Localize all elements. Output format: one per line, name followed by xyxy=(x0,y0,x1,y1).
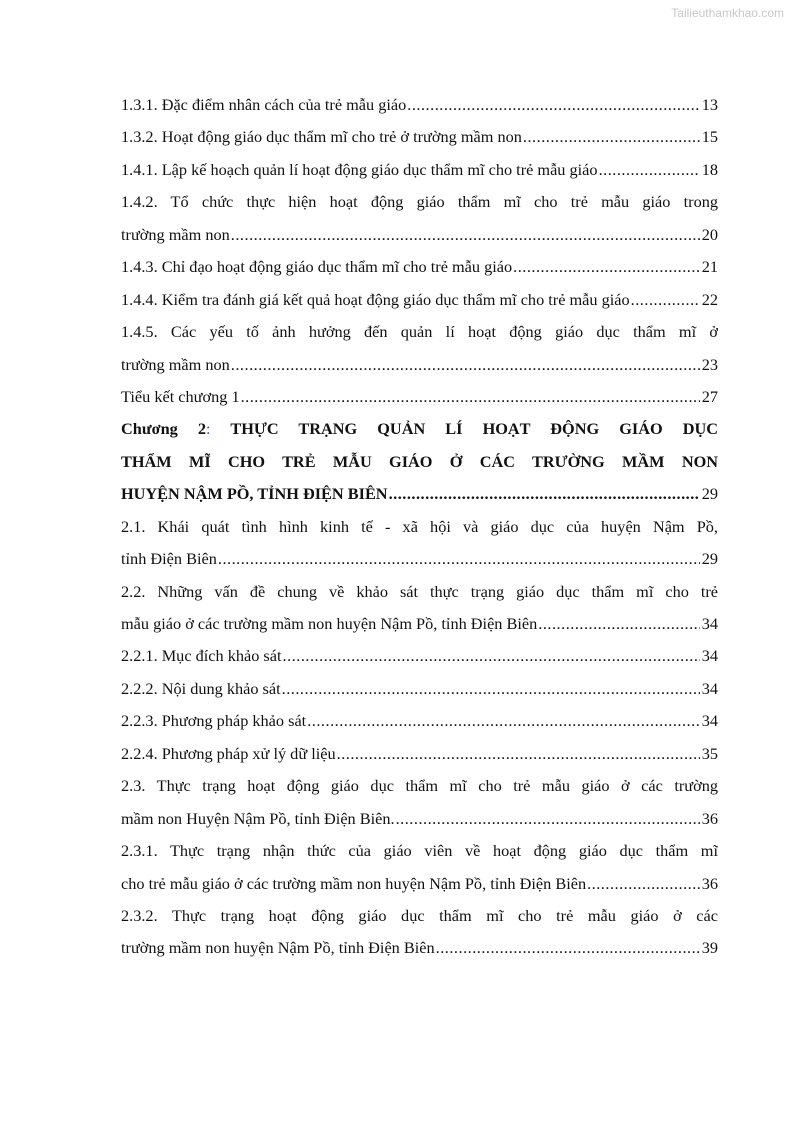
toc-entry[interactable] xyxy=(121,640,718,672)
page-number: 20 xyxy=(701,224,718,244)
page-number: 39 xyxy=(701,938,718,958)
toc-entry-text: 2.2.3. Phương pháp khảo sát xyxy=(121,711,307,731)
toc-entry-title xyxy=(121,89,406,121)
toc-entry-line xyxy=(121,738,718,770)
page-number: 13 xyxy=(701,95,718,114)
toc-entry-line xyxy=(121,381,718,413)
toc-entry-title xyxy=(121,608,537,640)
toc-entry-line xyxy=(121,803,718,835)
toc-entry-text: 1.4.3. Chỉ đạo hoạt động giáo dục thẩm mĩ cho trẻ mẫu giáo xyxy=(121,257,513,277)
dot-leader xyxy=(337,738,700,770)
toc-entry-line xyxy=(121,673,718,705)
toc-entry-title xyxy=(121,705,306,737)
toc-entry-line xyxy=(121,478,718,510)
toc-entry-text: 1.3.1. Đặc điểm nhân cách của trẻ mẫu giáo xyxy=(121,95,407,114)
dot-leader xyxy=(599,154,700,186)
toc-entry-line xyxy=(121,154,718,186)
toc-entry-line xyxy=(121,543,718,575)
toc-entry-line xyxy=(121,511,718,543)
chapter-label: Chương 2 xyxy=(121,419,207,439)
toc-entry-line xyxy=(121,121,718,153)
dot-leader xyxy=(241,381,700,413)
toc-entry-text: HUYỆN NẬM PỒ, TỈNH ĐIỆN BIÊN xyxy=(121,484,388,504)
toc-entry[interactable] xyxy=(121,284,718,316)
toc-chapter-entry[interactable] xyxy=(121,413,718,510)
toc-entry[interactable] xyxy=(121,770,718,835)
toc-entry-text: 2.3. Thực trạng hoạt động giáo dục thẩm mĩ cho trẻ mẫu giáo ở các trường xyxy=(121,776,718,796)
toc-entry[interactable] xyxy=(121,673,718,705)
toc-entry-text: trường mầm non xyxy=(121,354,230,374)
dot-leader xyxy=(538,608,699,640)
toc-entry-text: 1.4.2. Tổ chức thực hiện hoạt động giáo thẩm mĩ cho trẻ mẫu giáo trong xyxy=(121,192,718,212)
toc-entry-text: trường mầm non huyện Nậm Pồ, tỉnh Điện Biên xyxy=(121,938,435,958)
toc-entry-line xyxy=(121,640,718,672)
toc-entry-text: mầm non Huyện Nậm Pồ, tỉnh Điện Biên. xyxy=(121,808,395,828)
toc-entry-title xyxy=(121,284,630,316)
dot-leader xyxy=(218,543,700,575)
toc-entry-title xyxy=(121,349,230,381)
toc-entry-line xyxy=(121,186,718,218)
toc-entry[interactable] xyxy=(121,251,718,283)
toc-entry-text: 2.3.1. Thực trạng nhận thức của giáo viên về hoạt động giáo dục thẩm mĩ xyxy=(121,841,718,861)
toc-entry-text: mẫu giáo ở các trường mầm non huyện Nậm Pồ, tỉnh Điện Biên xyxy=(121,614,538,633)
toc-entry-text: 2.2.4. Phương pháp xử lý dữ liệu xyxy=(121,743,336,763)
toc-entry-line xyxy=(121,316,718,348)
dot-leader xyxy=(389,478,700,510)
page-number: 22 xyxy=(701,289,718,309)
toc-entry[interactable] xyxy=(121,316,718,381)
toc-entry[interactable] xyxy=(121,381,718,413)
toc-entry-text: 2.2.2. Nội dung khảo sát xyxy=(121,678,281,698)
toc-entry[interactable] xyxy=(121,186,718,251)
page-number: 36 xyxy=(701,808,718,828)
toc-entry-text: 2.1. Khái quát tình hình kinh tế - xã hội và giáo dục của huyện Nậm Pồ, xyxy=(121,516,718,536)
table-of-contents xyxy=(121,89,718,965)
toc-entry-line xyxy=(121,868,718,900)
toc-entry[interactable] xyxy=(121,576,718,641)
page-number: 18 xyxy=(701,159,718,179)
toc-entry-title xyxy=(121,543,217,575)
chapter-colon: : xyxy=(206,419,211,439)
toc-entry-text: 2.2.1. Mục đích khảo sát xyxy=(121,646,282,666)
dot-leader xyxy=(513,251,700,283)
toc-entry-line xyxy=(121,835,718,867)
toc-entry-line xyxy=(121,251,718,283)
dot-leader xyxy=(396,803,700,835)
dot-leader xyxy=(307,705,700,737)
page-number: 36 xyxy=(701,873,718,893)
page-number: 34 xyxy=(701,711,718,731)
dot-leader xyxy=(631,284,700,316)
dot-leader xyxy=(231,349,700,381)
page-number: 35 xyxy=(701,743,718,763)
toc-entry-line xyxy=(121,89,718,121)
toc-entry-line xyxy=(121,900,718,932)
toc-entry[interactable] xyxy=(121,835,718,900)
toc-entry-text: cho trẻ mẫu giáo ở các trường mầm non huyện Nậm Pồ, tỉnh Điện Biên xyxy=(121,873,587,893)
toc-entry-line xyxy=(121,413,718,445)
toc-entry[interactable] xyxy=(121,154,718,186)
page-number: 34 xyxy=(701,678,718,698)
toc-entry[interactable] xyxy=(121,900,718,965)
toc-entry-title xyxy=(121,673,281,705)
dot-leader xyxy=(231,219,700,251)
toc-entry-text: tỉnh Điện Biên xyxy=(121,549,217,569)
toc-entry-text: trường mầm non xyxy=(121,224,230,244)
toc-entry[interactable] xyxy=(121,738,718,770)
toc-entry-title xyxy=(121,154,598,186)
toc-entry-text: THẨM MĨ CHO TRẺ MẪU GIÁO Ở CÁC TRƯỜNG MẦM NON xyxy=(121,451,718,471)
toc-entry-title xyxy=(121,738,336,770)
page-number: 21 xyxy=(701,257,718,277)
toc-entry-text: 1.3.2. Hoạt động giáo dục thẩm mĩ cho trẻ ở trường mầm non xyxy=(121,127,522,147)
toc-entry-line xyxy=(121,576,718,608)
toc-entry-text: THỰC TRẠNG QUẢN LÍ HOẠT ĐỘNG GIÁO DỤC xyxy=(230,419,718,439)
toc-entry[interactable] xyxy=(121,89,718,121)
toc-entry-line xyxy=(121,219,718,251)
toc-entry-title xyxy=(121,219,230,251)
dot-leader xyxy=(587,868,700,900)
toc-entry-line xyxy=(121,705,718,737)
toc-entry-text: 1.4.1. Lập kế hoạch quản lí hoạt động giáo dục thẩm mĩ cho trẻ mẫu giáo xyxy=(121,159,598,179)
toc-entry-title xyxy=(121,640,282,672)
dot-leader xyxy=(436,932,700,964)
toc-entry[interactable] xyxy=(121,705,718,737)
toc-entry-line xyxy=(121,446,718,478)
dot-leader xyxy=(282,673,700,705)
toc-entry-title xyxy=(121,381,240,413)
page-number: 29 xyxy=(701,484,718,504)
toc-entry-text: Tiểu kết chương 1 xyxy=(121,386,240,406)
toc-entry[interactable] xyxy=(121,121,718,153)
toc-entry-line xyxy=(121,349,718,381)
toc-entry-text: 1.4.5. Các yếu tố ảnh hưởng đến quản lí hoạt động giáo dục thẩm mĩ ở xyxy=(121,322,718,342)
page-number: 34 xyxy=(701,646,718,666)
page-number: 27 xyxy=(701,386,718,406)
toc-entry-title xyxy=(121,251,512,283)
page-number: 23 xyxy=(701,354,718,374)
toc-entry-title xyxy=(121,868,586,900)
dot-leader xyxy=(523,121,700,153)
toc-entry-line xyxy=(121,608,718,640)
toc-entry-text: 2.3.2. Thực trạng hoạt động giáo dục thẩm mĩ cho trẻ mẫu giáo ở các xyxy=(121,905,718,925)
toc-entry-title xyxy=(121,932,435,964)
toc-entry-title xyxy=(121,478,388,510)
page-number: 15 xyxy=(701,127,718,147)
dot-leader xyxy=(407,89,699,121)
toc-entry-title xyxy=(121,121,522,153)
toc-entry-line xyxy=(121,932,718,964)
page-number: 29 xyxy=(701,549,718,569)
toc-entry[interactable] xyxy=(121,511,718,576)
toc-entry-line xyxy=(121,284,718,316)
toc-entry-title xyxy=(121,803,395,835)
toc-entry-line xyxy=(121,770,718,802)
toc-entry-text: 2.2. Những vấn đề chung về khảo sát thực trạng giáo dục thẩm mĩ cho trẻ xyxy=(121,581,718,601)
page-number: 34 xyxy=(701,614,718,633)
toc-entry-text: 1.4.4. Kiểm tra đánh giá kết quả hoạt động giáo dục thẩm mĩ cho trẻ mẫu giáo xyxy=(121,289,630,309)
dot-leader xyxy=(283,640,700,672)
watermark: Tailieuthamkhao.com xyxy=(671,6,784,20)
